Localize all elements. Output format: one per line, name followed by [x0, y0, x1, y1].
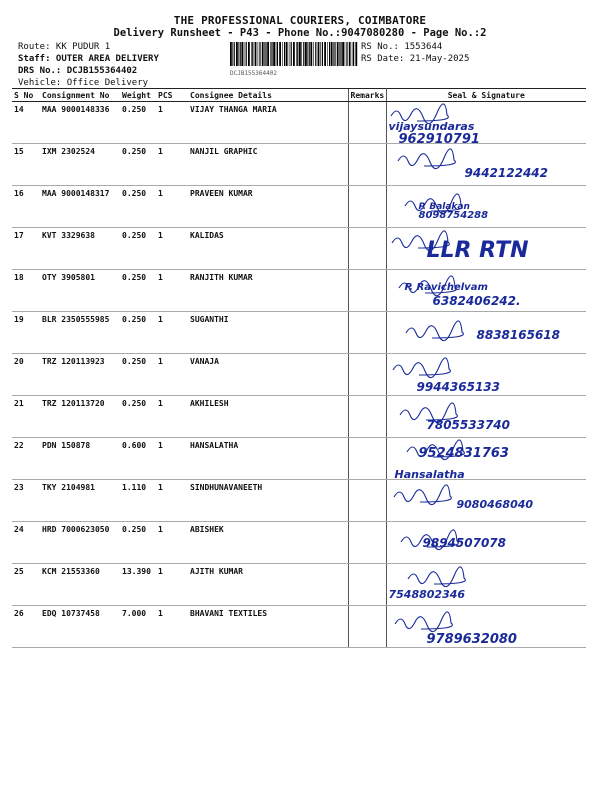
consignee-cell: AJITH KUMAR	[188, 564, 348, 606]
document-subtitle: Delivery Runsheet - P43 - Phone No.:9047080280 - Page No.:2	[113, 27, 487, 39]
weight-cell: 0.250	[120, 354, 156, 396]
consignment-cell: KCM 21553360	[40, 564, 120, 606]
barcode-bar	[334, 42, 335, 66]
consignment-cell: IXM 2302524	[40, 144, 120, 186]
weight-cell: 1.110	[120, 480, 156, 522]
signature-stroke	[408, 567, 465, 587]
weight-cell: 13.390	[120, 564, 156, 606]
pcs-cell: 1	[156, 564, 188, 606]
remarks-cell	[348, 144, 386, 186]
remarks-cell	[348, 522, 386, 564]
barcode-bar	[293, 42, 295, 66]
barcode-bar	[337, 42, 339, 66]
barcode-bar	[279, 42, 281, 66]
barcode-bar	[310, 42, 312, 66]
barcode-bar	[236, 42, 238, 66]
barcode-bar	[276, 42, 277, 66]
signature-cell	[386, 144, 586, 186]
signature-name: P. Balakan	[418, 202, 470, 212]
table-row	[12, 186, 586, 228]
barcode-bar	[352, 42, 353, 66]
sno-cell: 19	[12, 312, 40, 354]
document-title: THE PROFESSIONAL COURIERS, COIMBATORE	[173, 14, 427, 27]
consignment-cell: TRZ 120113923	[40, 354, 120, 396]
barcode-bar	[339, 42, 340, 66]
barcode-bar	[299, 42, 301, 66]
barcode-bar	[232, 42, 233, 66]
sno-cell: 16	[12, 186, 40, 228]
sno-cell: 26	[12, 606, 40, 648]
signature-phone: 8838165618	[476, 328, 560, 342]
consignment-cell: MAA 9000148317	[40, 186, 120, 228]
weight-cell: 0.250	[120, 270, 156, 312]
barcode-bar	[333, 42, 334, 66]
table-row	[12, 354, 586, 396]
barcode-bar	[244, 42, 245, 66]
consignee-cell: KALIDAS	[188, 228, 348, 270]
consignment-cell: MAA 9000148336	[40, 102, 120, 144]
weight-cell: 7.000	[120, 606, 156, 648]
consignee-cell: RANJITH KUMAR	[188, 270, 348, 312]
sno-cell: 22	[12, 438, 40, 480]
runsheet-meta-right	[361, 41, 469, 65]
sno-cell: 14	[12, 102, 40, 144]
barcode-bar	[251, 42, 252, 66]
signature-phone: 9080468040	[456, 498, 534, 511]
table-row	[12, 144, 586, 186]
signature-stroke	[395, 612, 452, 632]
signature-cell	[386, 480, 586, 522]
barcode-bar	[267, 42, 269, 66]
pcs-cell: 1	[156, 312, 188, 354]
weight-cell: 0.250	[120, 522, 156, 564]
barcode-bar	[355, 42, 357, 66]
signature-phone: 9442122442	[464, 166, 548, 180]
consignee-cell: SUGANTHI	[188, 312, 348, 354]
weight-cell: 0.250	[120, 312, 156, 354]
rs-no-label: RS No.: 1553644	[361, 42, 443, 52]
signature-stroke	[393, 358, 450, 378]
barcode-bar	[320, 42, 321, 66]
sno-cell: 20	[12, 354, 40, 396]
rs-date-label: RS Date: 21-May-2025	[361, 54, 470, 64]
signature-phone: 9789632080	[426, 632, 517, 647]
barcode-bar	[353, 42, 354, 66]
barcode-bar	[297, 42, 298, 66]
barcode-bar	[305, 42, 307, 66]
barcode-bar	[252, 42, 253, 66]
consignee-cell: PRAVEEN KUMAR	[188, 186, 348, 228]
signature-cell	[386, 438, 586, 480]
barcode-bar	[271, 42, 272, 66]
barcode-bar	[303, 42, 304, 66]
signature-cell	[386, 396, 586, 438]
table-row	[12, 396, 586, 438]
pcs-cell: 1	[156, 438, 188, 480]
signature-cell	[386, 354, 586, 396]
signature-name: vijaysundaras	[388, 120, 475, 133]
consignment-cell: EDQ 10737458	[40, 606, 120, 648]
pcs-cell: 1	[156, 228, 188, 270]
remarks-cell	[348, 480, 386, 522]
table-row	[12, 102, 586, 144]
route-label: Route: KK PUDUR 1	[18, 42, 111, 52]
signature-cell	[386, 312, 586, 354]
signature-name: LLR RTN	[426, 238, 529, 263]
barcode-image	[230, 42, 358, 66]
runsheet-table	[12, 88, 586, 648]
signature-name: P. Ravichelvam	[404, 282, 488, 293]
barcode-bar	[327, 42, 328, 66]
drs-label: DRS No.: DCJB155364402	[18, 66, 138, 76]
signature-phone: 9944365133	[416, 380, 500, 394]
consignee-cell: AKHILESH	[188, 396, 348, 438]
consignment-cell: HRD 7000623050	[40, 522, 120, 564]
pcs-cell: 1	[156, 522, 188, 564]
consignee-cell: VANAJA	[188, 354, 348, 396]
barcode-bar	[307, 42, 308, 66]
remarks-cell	[348, 354, 386, 396]
signature-name: Hansalatha	[394, 468, 465, 481]
sno-cell: 24	[12, 522, 40, 564]
signature-cell	[386, 186, 586, 228]
col-signature: Seal & Signature	[386, 89, 586, 102]
signature-phone: 9524831763	[418, 446, 509, 461]
signature-phone: 962910791	[398, 132, 480, 147]
barcode-bar	[273, 42, 275, 66]
signature-cell	[386, 606, 586, 648]
sno-cell: 18	[12, 270, 40, 312]
signature-stroke	[398, 149, 455, 169]
remarks-cell	[348, 312, 386, 354]
barcode-bar	[289, 42, 290, 66]
barcode-bar	[322, 42, 323, 66]
remarks-cell	[348, 396, 386, 438]
pcs-cell: 1	[156, 270, 188, 312]
barcode-bar	[324, 42, 326, 66]
remarks-cell	[348, 564, 386, 606]
barcode-bar	[258, 42, 259, 66]
barcode-bar	[238, 42, 239, 66]
remarks-cell	[348, 438, 386, 480]
weight-cell: 0.250	[120, 144, 156, 186]
pcs-cell: 1	[156, 144, 188, 186]
barcode-bar	[240, 42, 241, 66]
signature-phone: 7548802346	[388, 588, 466, 601]
remarks-cell	[348, 228, 386, 270]
barcode-bar	[318, 42, 320, 66]
vehicle-label: Vehicle: Office Delivery	[18, 78, 149, 88]
col-remarks: Remarks	[348, 89, 386, 102]
consignment-cell: OTY 3905801	[40, 270, 120, 312]
signature-cell	[386, 270, 586, 312]
barcode-bar	[286, 42, 288, 66]
barcode-bar	[259, 42, 260, 66]
consignment-cell: BLR 2350555985	[40, 312, 120, 354]
table-row	[12, 564, 586, 606]
consignee-cell: BHAVANI TEXTILES	[188, 606, 348, 648]
barcode-bar	[345, 42, 346, 66]
barcode-bar	[346, 42, 347, 66]
barcode-bar	[248, 42, 250, 66]
remarks-cell	[348, 606, 386, 648]
consignment-cell: PDN 150878	[40, 438, 120, 480]
barcode-bar	[284, 42, 285, 66]
barcode-bar	[241, 42, 243, 66]
signature-cell	[386, 522, 586, 564]
barcode-bar	[265, 42, 266, 66]
barcode-bar	[342, 42, 344, 66]
barcode-bar	[255, 42, 257, 66]
signature-stroke	[394, 485, 451, 505]
col-consignee: Consignee Details	[188, 89, 348, 102]
signature-cell	[386, 228, 586, 270]
table-row	[12, 228, 586, 270]
barcode-bar	[270, 42, 271, 66]
consignment-cell: KVT 3329638	[40, 228, 120, 270]
staff-label: Staff: OUTER AREA DELIVERY	[18, 54, 159, 64]
signature-stroke	[406, 321, 463, 341]
consignment-cell: TKY 2104981	[40, 480, 120, 522]
table-row	[12, 270, 586, 312]
barcode-bar	[309, 42, 310, 66]
barcode-bar	[262, 42, 264, 66]
table-row	[12, 312, 586, 354]
remarks-cell	[348, 102, 386, 144]
pcs-cell: 1	[156, 354, 188, 396]
table-row	[12, 480, 586, 522]
barcode-bar	[234, 42, 235, 66]
barcode-bar	[329, 42, 330, 66]
col-sno: S No	[12, 89, 40, 102]
col-weight: Weight	[120, 89, 156, 102]
barcode-bar	[331, 42, 333, 66]
barcode-bar	[349, 42, 351, 66]
barcode-bar	[313, 42, 314, 66]
col-pcs: PCS	[156, 89, 188, 102]
runsheet-meta-left	[18, 41, 159, 89]
signature-phone: 7805533740	[426, 418, 510, 432]
consignment-cell: TRZ 120113720	[40, 396, 120, 438]
signature-phone: 6382406242.	[432, 294, 521, 308]
barcode-bar	[340, 42, 341, 66]
sno-cell: 23	[12, 480, 40, 522]
consignee-cell: HANSALATHA	[188, 438, 348, 480]
pcs-cell: 1	[156, 102, 188, 144]
barcode-bar	[282, 42, 283, 66]
pcs-cell: 1	[156, 396, 188, 438]
barcode-bar	[301, 42, 302, 66]
table-row	[12, 522, 586, 564]
remarks-cell	[348, 270, 386, 312]
remarks-cell	[348, 186, 386, 228]
consignee-cell: VIJAY THANGA MARIA	[188, 102, 348, 144]
barcode-bar	[264, 42, 265, 66]
table-row	[12, 438, 586, 480]
signature-phone: 9894507078	[422, 536, 506, 550]
consignee-cell: NANJIL GRAPHIC	[188, 144, 348, 186]
table-row	[12, 606, 586, 648]
sno-cell: 17	[12, 228, 40, 270]
barcode-bar	[277, 42, 278, 66]
weight-cell: 0.250	[120, 228, 156, 270]
barcode-bar	[246, 42, 247, 66]
consignee-cell: SINDHUNAVANEETH	[188, 480, 348, 522]
signature-cell	[386, 564, 586, 606]
barcode-bar	[291, 42, 292, 66]
consignee-cell: ABISHEK	[188, 522, 348, 564]
pcs-cell: 1	[156, 186, 188, 228]
weight-cell: 0.250	[120, 102, 156, 144]
pcs-cell: 1	[156, 480, 188, 522]
sno-cell: 25	[12, 564, 40, 606]
signature-cell	[386, 102, 586, 147]
sno-cell: 15	[12, 144, 40, 186]
weight-cell: 0.250	[120, 186, 156, 228]
barcode-bar	[315, 42, 316, 66]
weight-cell: 0.600	[120, 438, 156, 480]
pcs-cell: 1	[156, 606, 188, 648]
barcode-label: DCJB155364402	[230, 70, 277, 77]
sno-cell: 21	[12, 396, 40, 438]
signature-phone: 8098754288	[418, 210, 489, 221]
table-header-row	[12, 89, 586, 102]
col-consignment: Consignment No	[40, 89, 120, 102]
barcode-bar	[230, 42, 232, 66]
barcode-bar	[296, 42, 297, 66]
weight-cell: 0.250	[120, 396, 156, 438]
